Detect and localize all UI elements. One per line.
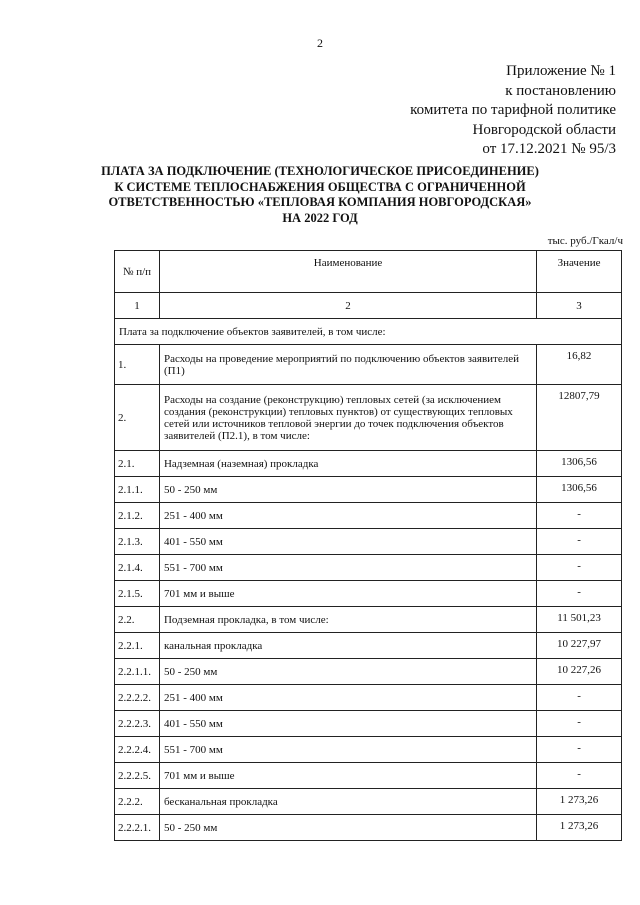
table-row: [115, 477, 622, 503]
row-value: 12807,79: [537, 385, 622, 451]
header-num: № п/п: [115, 251, 160, 293]
column-number-3: 3: [537, 293, 622, 319]
column-numbers-row: [115, 293, 622, 319]
column-number-1: 1: [115, 293, 160, 319]
table-row: [115, 503, 622, 529]
appendix-line: Приложение № 1: [506, 63, 616, 79]
row-number: 2.1.5.: [115, 581, 160, 607]
row-value: 1306,56: [537, 477, 622, 503]
row-name: 50 - 250 мм: [159, 659, 536, 685]
row-number: 2.2.2.5.: [115, 763, 160, 789]
row-value: 11 501,23: [537, 607, 622, 633]
title-line: ОТВЕТСТВЕННОСТЬЮ «ТЕПЛОВАЯ КОМПАНИЯ НОВГОРОДСКАЯ»: [108, 195, 532, 209]
row-number: 2.2.1.: [115, 633, 160, 659]
appendix-line: комитета по тарифной политике: [410, 102, 616, 118]
row-number: 2.2.1.1.: [115, 659, 160, 685]
row-name: 50 - 250 мм: [159, 815, 536, 841]
table-row: [115, 607, 622, 633]
row-number: 2.1.4.: [115, 555, 160, 581]
table-row: [115, 581, 622, 607]
row-number: 2.2.2.: [115, 789, 160, 815]
table-row: [115, 529, 622, 555]
table-row: [115, 711, 622, 737]
row-name: 401 - 550 мм: [159, 711, 536, 737]
row-name: Подземная прокладка, в том числе:: [159, 607, 536, 633]
row-number: 2.: [115, 385, 160, 451]
table-row: [115, 789, 622, 815]
table-row: [115, 555, 622, 581]
column-number-2: 2: [159, 293, 536, 319]
row-number: 2.2.2.4.: [115, 737, 160, 763]
title-line: К СИСТЕМЕ ТЕПЛОСНАБЖЕНИЯ ОБЩЕСТВА С ОГРАНИЧЕННОЙ: [114, 179, 526, 194]
row-value: -: [537, 581, 622, 607]
row-number: 2.1.2.: [115, 503, 160, 529]
row-name: 551 - 700 мм: [159, 555, 536, 581]
row-value: -: [537, 711, 622, 737]
row-value: -: [537, 555, 622, 581]
document-title: [60, 164, 580, 226]
table-row: [115, 451, 622, 477]
table-row: [115, 633, 622, 659]
table-row: [115, 685, 622, 711]
header-value: Значение: [537, 251, 622, 293]
row-value: -: [537, 503, 622, 529]
row-value: 10 227,97: [537, 633, 622, 659]
row-number: 1.: [115, 345, 160, 385]
row-value: -: [537, 529, 622, 555]
row-value: 1 273,26: [537, 789, 622, 815]
page-number: 2: [317, 36, 323, 50]
row-name: Расходы на создание (реконструкцию) тепловых сетей (за исключением создания (реконструкции) тепловых пунктов) от существующих тепловых сетей или источников тепловой энергии до точек подключения объектов заявителей (П2.1), в том числе:: [159, 385, 536, 451]
table-header-row: [115, 251, 622, 293]
fee-table: [114, 250, 622, 841]
row-name: Надземная (наземная) прокладка: [159, 451, 536, 477]
row-number: 2.2.2.3.: [115, 711, 160, 737]
row-name: 701 мм и выше: [159, 763, 536, 789]
row-name: 401 - 550 мм: [159, 529, 536, 555]
appendix-line: от 17.12.2021 № 95/3: [482, 141, 616, 157]
row-value: 16,82: [537, 345, 622, 385]
row-number: 2.1.: [115, 451, 160, 477]
table-row: [115, 345, 622, 385]
row-value: 1306,56: [537, 451, 622, 477]
appendix-block: [410, 62, 616, 160]
section-label: Плата за подключение объектов заявителей, в том числе:: [115, 319, 622, 345]
header-name: Наименование: [159, 251, 536, 293]
section-row: [115, 319, 622, 345]
table-row: [115, 659, 622, 685]
row-value: 1 273,26: [537, 815, 622, 841]
appendix-line: Новгородской области: [472, 121, 616, 138]
row-number: 2.2.2.2.: [115, 685, 160, 711]
row-number: 2.1.3.: [115, 529, 160, 555]
row-name: бесканальная прокладка: [159, 789, 536, 815]
row-name: 251 - 400 мм: [159, 503, 536, 529]
row-name: 701 мм и выше: [159, 581, 536, 607]
table-row: [115, 763, 622, 789]
row-name: 251 - 400 мм: [159, 685, 536, 711]
table-row: [115, 737, 622, 763]
row-name: 50 - 250 мм: [159, 477, 536, 503]
title-line: ПЛАТА ЗА ПОДКЛЮЧЕНИЕ (ТЕХНОЛОГИЧЕСКОЕ ПРИСОЕДИНЕНИЕ): [101, 164, 539, 178]
row-value: -: [537, 685, 622, 711]
row-number: 2.1.1.: [115, 477, 160, 503]
title-line: НА 2022 ГОД: [282, 210, 358, 225]
table-row: [115, 815, 622, 841]
row-value: 10 227,26: [537, 659, 622, 685]
row-value: -: [537, 737, 622, 763]
table-row: [115, 385, 622, 451]
appendix-line: к постановлению: [505, 82, 616, 99]
row-number: 2.2.2.1.: [115, 815, 160, 841]
row-value: -: [537, 763, 622, 789]
row-name: Расходы на проведение мероприятий по подключению объектов заявителей (П1): [159, 345, 536, 385]
row-name: 551 - 700 мм: [159, 737, 536, 763]
units-label: тыс. руб./Гкал/ч: [547, 235, 623, 247]
row-number: 2.2.: [115, 607, 160, 633]
row-name: канальная прокладка: [159, 633, 536, 659]
